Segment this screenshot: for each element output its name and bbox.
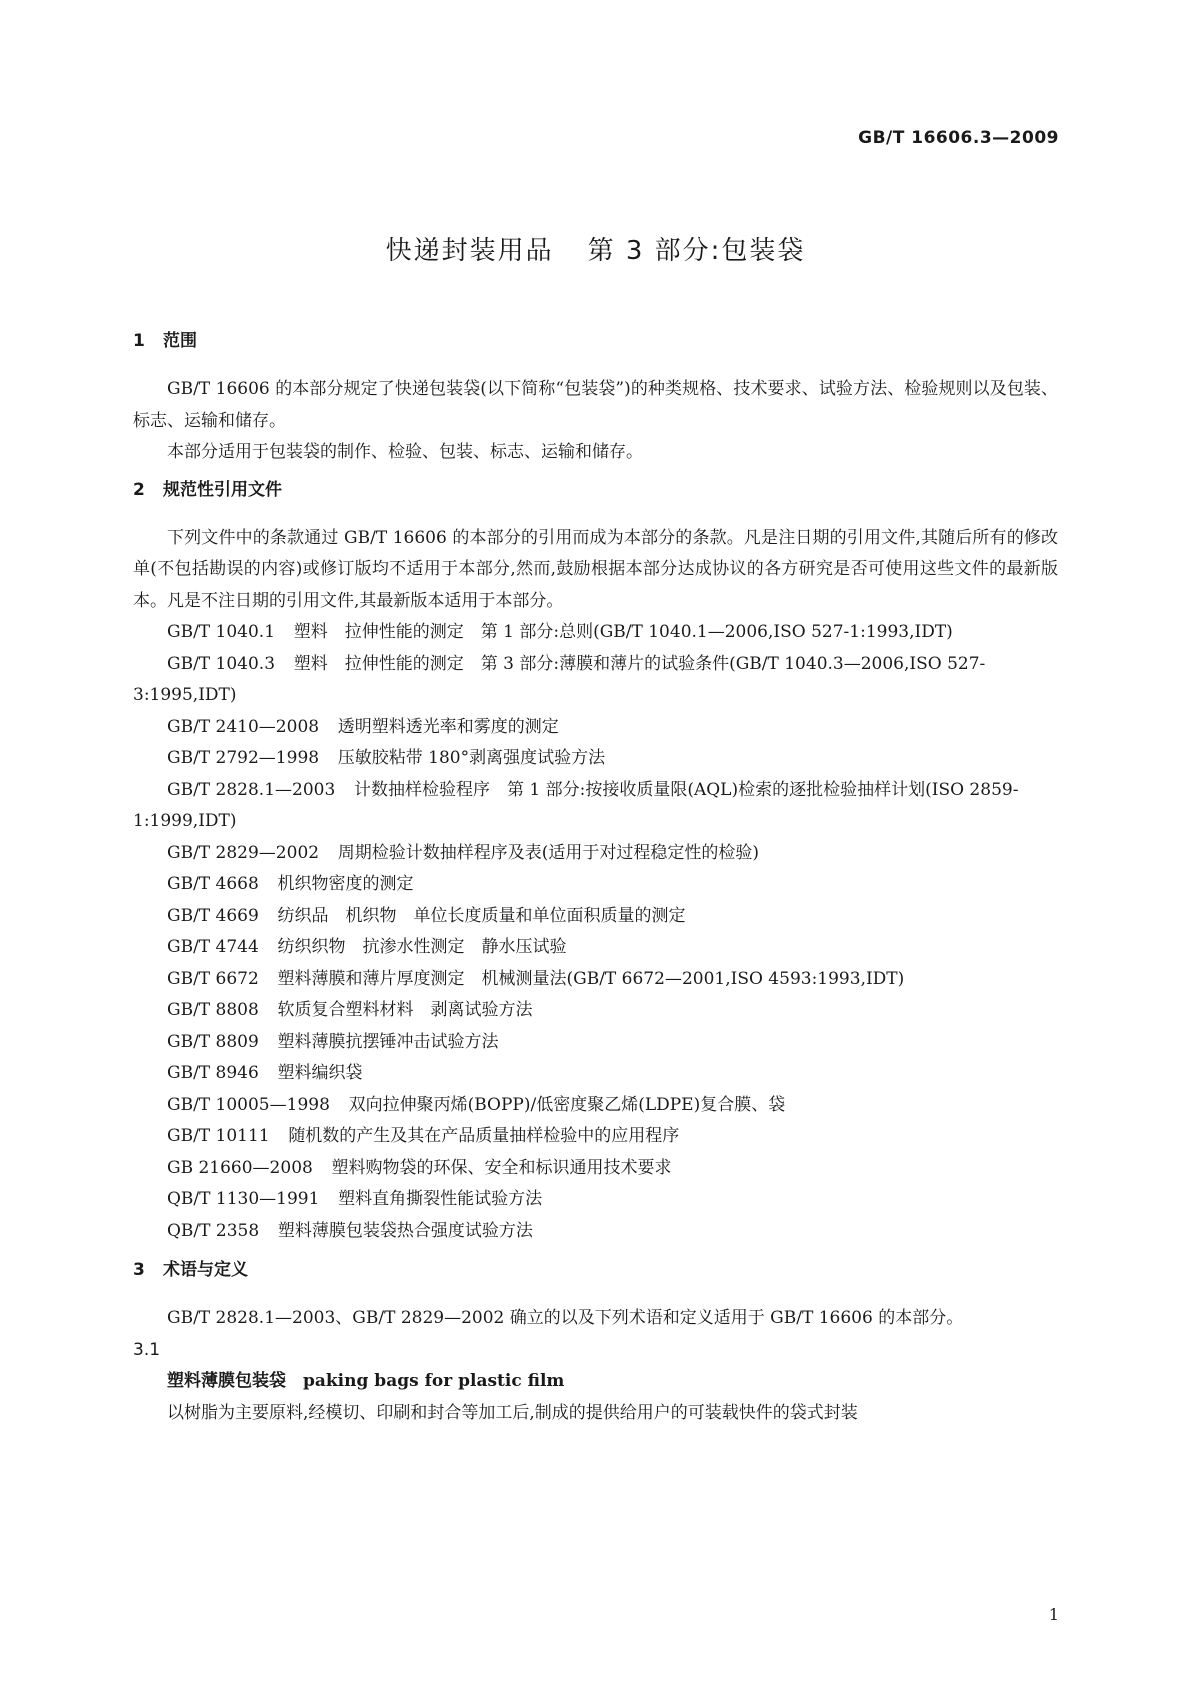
title-part1: 快递封装用品	[385, 236, 554, 266]
reference-item	[133, 901, 1058, 933]
section-3-number: 3	[133, 1260, 145, 1280]
reference-title: 纺织品 机织物 单位长度质量和单位面积质量的测定	[277, 905, 686, 926]
reference-item	[133, 1216, 1058, 1248]
reference-item	[133, 617, 1058, 649]
section-2-heading	[133, 475, 1058, 505]
reference-item	[133, 1153, 1058, 1185]
reference-item	[133, 712, 1058, 744]
reference-title: 纺织织物 抗渗水性测定 静水压试验	[277, 937, 567, 957]
reference-code: GB/T 6672	[167, 968, 259, 989]
reference-code: GB/T 8809	[167, 1031, 259, 1052]
reference-code: GB/T 1040.1	[167, 622, 276, 642]
section-1-number: 1	[133, 331, 145, 351]
reference-code: GB/T 8946	[167, 1063, 259, 1083]
reference-code: GB/T 2829—2002	[167, 842, 320, 863]
page-number: 1	[1048, 1605, 1059, 1624]
reference-title: 塑料薄膜包装袋热合强度试验方法	[277, 1220, 533, 1241]
reference-item	[133, 649, 1058, 712]
section-1-paragraph: GB/T 16606 的本部分规定了快递包装袋(以下简称“包装袋”)的种类规格、技术要求、试验方法、检验规则以及包装、标志、运输和储存。	[133, 379, 1058, 431]
reference-code: GB/T 2410—2008	[167, 716, 320, 737]
reference-title: 塑料 拉伸性能的测定 第 3 部分:薄膜和薄片的试验条件(GB/T 1040.3—2006,ISO 527-3:1995,IDT)	[133, 653, 986, 705]
main-content	[133, 326, 1058, 1429]
reference-code: QB/T 2358	[167, 1220, 260, 1241]
reference-item	[133, 1121, 1058, 1153]
section-2-intro: 下列文件中的条款通过 GB/T 16606 的本部分的引用而成为本部分的条款。凡是注日期的引用文件,其随后所有的修改单(不包括勘误的内容)或修订版均不适用于本部分,然而,鼓励根据本部分达成协议的各方研究是否可使用这些文件的最新版本。凡是不注日期的引用文件,其最新版本适用于本部分。	[133, 527, 1058, 611]
reference-code: GB/T 2792—1998	[167, 748, 320, 768]
reference-title: 计数抽样检验程序 第 1 部分:按接收质量限(AQL)检索的逐批检验抽样计划(ISO 2859-1:1999,IDT)	[133, 779, 1019, 831]
term-definition: 以树脂为主要原料,经模切、印刷和封合等加工后,制成的提供给用户的可装载快件的袋式封装	[167, 1402, 858, 1423]
reference-item	[133, 1058, 1058, 1090]
reference-item	[133, 869, 1058, 901]
reference-title: 塑料直角撕裂性能试验方法	[338, 1189, 543, 1209]
document-title	[0, 230, 1191, 267]
section-1-title: 范围	[163, 331, 197, 351]
reference-title: 透明塑料透光率和雾度的测定	[337, 716, 559, 737]
section-2-title: 规范性引用文件	[163, 479, 282, 500]
section-1-heading	[133, 326, 1058, 356]
term-heading	[133, 1366, 1058, 1398]
reference-code: GB/T 10005—1998	[167, 1094, 330, 1115]
reference-title: 塑料薄膜抗摆锤冲击试验方法	[277, 1031, 499, 1052]
term-chinese: 塑料薄膜包装袋	[167, 1371, 286, 1391]
reference-title: 塑料薄膜和薄片厚度测定 机械测量法(GB/T 6672—2001,ISO 4593:1993,IDT)	[277, 968, 905, 989]
reference-item	[133, 1027, 1058, 1059]
reference-title: 双向拉伸聚丙烯(BOPP)/低密度聚乙烯(LDPE)复合膜、袋	[348, 1094, 786, 1115]
reference-code: GB/T 4744	[167, 937, 259, 957]
reference-code: GB/T 10111	[167, 1126, 270, 1146]
reference-item	[133, 1184, 1058, 1216]
reference-title: 塑料编织袋	[277, 1063, 363, 1083]
standard-code: GB/T 16606.3—2009	[858, 128, 1059, 148]
section-3-title: 术语与定义	[163, 1260, 248, 1280]
reference-title: 软质复合塑料材料 剥离试验方法	[277, 1000, 533, 1020]
reference-code: GB/T 8808	[167, 1000, 259, 1020]
reference-title: 压敏胶粘带 180°剥离强度试验方法	[337, 748, 606, 768]
section-1-paragraph: 本部分适用于包装袋的制作、检验、包装、标志、运输和储存。	[167, 442, 643, 462]
reference-title: 塑料购物袋的环保、安全和标识通用技术要求	[331, 1157, 672, 1178]
clause-number: 3.1	[133, 1339, 161, 1360]
term-english: paking bags for plastic film	[303, 1371, 565, 1391]
reference-code: GB/T 1040.3	[167, 653, 276, 674]
reference-title: 机织物密度的测定	[277, 874, 414, 894]
reference-code: QB/T 1130—1991	[167, 1189, 320, 1209]
reference-title: 塑料 拉伸性能的测定 第 1 部分:总则(GB/T 1040.1—2006,ISO 527-1:1993,IDT)	[293, 622, 953, 642]
reference-code: GB/T 4668	[167, 874, 259, 894]
reference-title: 随机数的产生及其在产品质量抽样检验中的应用程序	[288, 1126, 680, 1146]
reference-item	[133, 838, 1058, 870]
section-3-intro: GB/T 2828.1—2003、GB/T 2829—2002 确立的以及下列术语和定义适用于 GB/T 16606 的本部分。	[167, 1308, 964, 1328]
reference-title: 周期检验计数抽样程序及表(适用于对过程稳定性的检验)	[337, 842, 760, 863]
reference-item	[133, 995, 1058, 1027]
reference-item	[133, 932, 1058, 964]
reference-item	[133, 964, 1058, 996]
reference-item	[133, 1090, 1058, 1122]
section-3-heading	[133, 1255, 1058, 1285]
reference-list	[133, 617, 1058, 1247]
section-2-number: 2	[133, 479, 145, 500]
title-part2: 第 3 部分:包装袋	[587, 236, 806, 266]
reference-code: GB/T 2828.1—2003	[167, 779, 336, 800]
reference-item	[133, 743, 1058, 775]
reference-item	[133, 775, 1058, 838]
reference-code: GB 21660—2008	[167, 1157, 313, 1178]
reference-code: GB/T 4669	[167, 905, 259, 926]
